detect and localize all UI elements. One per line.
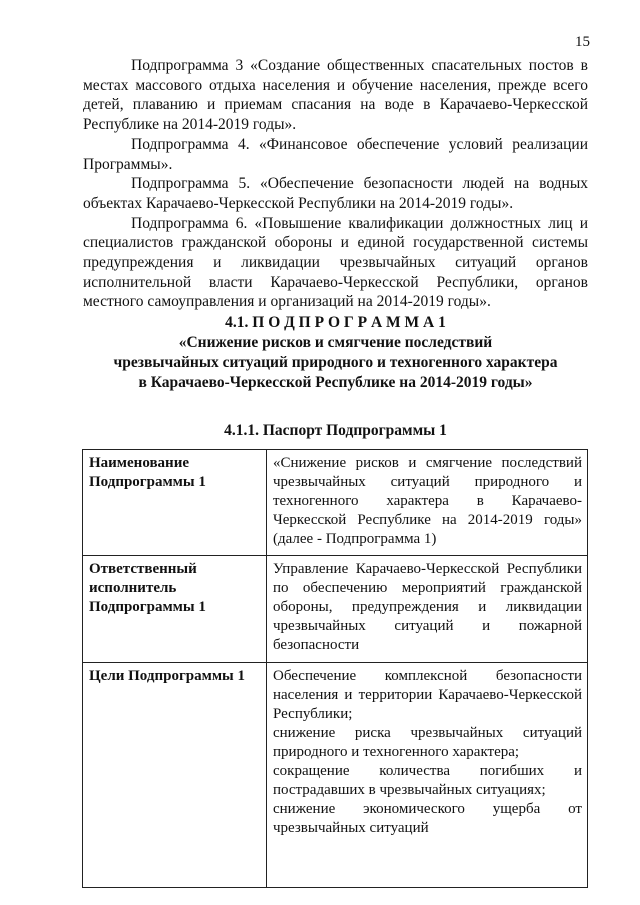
section-number-title: 4.1. П О Д П Р О Г Р А М М А 1 xyxy=(225,314,446,331)
value-line: снижение экономического ущерба от чрезвычайных ситуаций xyxy=(273,801,582,836)
intro-text xyxy=(83,56,588,312)
section-subtitle-line: «Снижение рисков и смягчение последствий xyxy=(178,334,493,351)
value-line: Управление Карачаево-Черкесской Республики по обеспечению мероприятий гражданской обороны, предупреждения и ликвидации чрезвычайных ситуаций и пожарной безопасности xyxy=(273,561,582,653)
section-subtitle-line: в Карачаево-Черкесской Республике на 2014-2019 годы» xyxy=(138,374,533,391)
row-value xyxy=(267,556,588,663)
table-row xyxy=(83,556,588,663)
intro-paragraph: Подпрограмма 4. «Финансовое обеспечение условий реализации Программы». xyxy=(83,135,588,173)
page-number: 15 xyxy=(575,34,590,50)
value-line: «Снижение рисков и смягчение последствий чрезвычайных ситуаций природного и техногенного характера в Карачаево-Черкесской Республике на 2014-2019 годы» (далее - Подпрограмма 1) xyxy=(273,455,582,547)
row-label: Цели Подпрограммы 1 xyxy=(83,663,267,888)
table-row xyxy=(83,663,588,888)
row-value xyxy=(267,663,588,888)
value-line: снижение риска чрезвычайных ситуаций природного и техногенного характера; xyxy=(273,725,582,760)
section-subtitle-line: чрезвычайных ситуаций природного и техногенного характера xyxy=(113,354,558,371)
value-line: Обеспечение комплексной безопасности населения и территории Карачаево-Черкесской Республики; xyxy=(273,668,582,722)
row-value xyxy=(267,450,588,556)
row-label: Наименование Подпрограммы 1 xyxy=(83,450,267,556)
intro-paragraph: Подпрограмма 3 «Создание общественных спасательных постов в местах массового отдыха населения и обучение населения, прежде всего детей, плаванию и приемам спасания на воде в Карачаево-Черкесской Республике на 2014-2019 годы». xyxy=(83,57,588,134)
intro-paragraph: Подпрограмма 5. «Обеспечение безопасности людей на водных объектах Карачаево-Черкесской Республики на 2014-2019 годы». xyxy=(83,175,588,212)
row-label: Ответственный исполнитель Подпрограммы 1 xyxy=(83,556,267,663)
section-heading xyxy=(83,313,588,393)
passport-table xyxy=(82,449,588,888)
passport-title: 4.1.1. Паспорт Подпрограммы 1 xyxy=(224,422,447,439)
value-line: сокращение количества погибших и пострадавших в чрезвычайных ситуациях; xyxy=(273,763,582,798)
table-row xyxy=(83,450,588,556)
intro-paragraph: Подпрограмма 6. «Повышение квалификации должностных лиц и специалистов гражданской обороны и единой государственной системы предупреждения и ликвидации чрезвычайных ситуаций органов исполнительной власти Карачаево-Черкесской Республики, органов местного самоуправления и организаций на 2014-2019 годы». xyxy=(83,214,588,311)
